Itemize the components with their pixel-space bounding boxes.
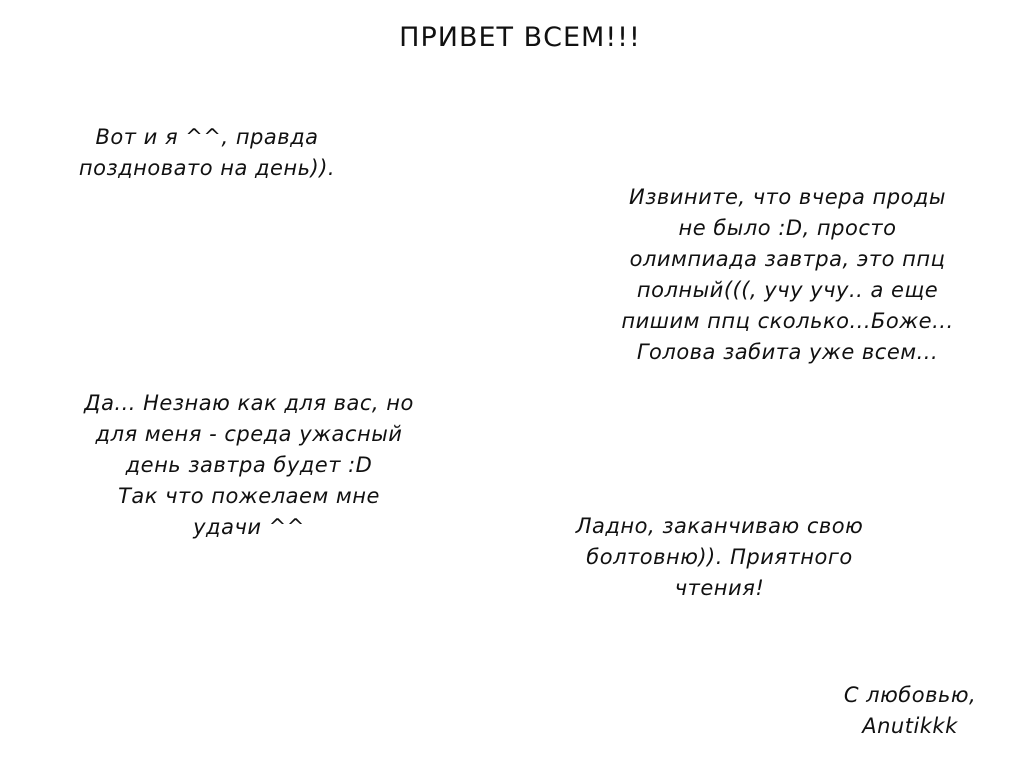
text-line: удачи ^^: [193, 515, 305, 539]
text-line: Извините, что вчера проды: [628, 185, 947, 209]
text-line: для меня - среда ужасный: [95, 422, 403, 446]
text-line: полный(((, учу учу.. а еще: [636, 278, 939, 302]
text-line: пишим ппц сколько...Боже...: [621, 309, 954, 333]
text-line: Вот и я ^^, правда: [95, 125, 319, 149]
text-line: олимпиада завтра, это ппц: [629, 247, 946, 271]
text-line: Да... Незнаю как для вас, но: [84, 391, 414, 415]
signature: [820, 680, 1000, 742]
text-line: чтения!: [674, 576, 765, 600]
note-wednesday: [60, 388, 438, 543]
text-line: Так что пожелаем мне: [118, 484, 380, 508]
note-closing: [552, 511, 887, 604]
text-line: Голова забита уже всем...: [636, 340, 939, 364]
text-line: не было :D, просто: [678, 216, 897, 240]
note-apology: [590, 182, 985, 368]
text-line: болтовню)). Приятного: [586, 545, 853, 569]
signature-line: С любовью,: [843, 683, 977, 707]
text-line: день завтра будет :D: [125, 453, 373, 477]
signature-name: Anutikkk: [862, 714, 958, 738]
text-line: поздновато на день)).: [78, 156, 336, 180]
page-title: ПРИВЕТ ВСЕМ!!!: [399, 22, 641, 53]
text-line: Ладно, заканчиваю свою: [575, 514, 864, 538]
note-late-greeting: [52, 122, 362, 184]
